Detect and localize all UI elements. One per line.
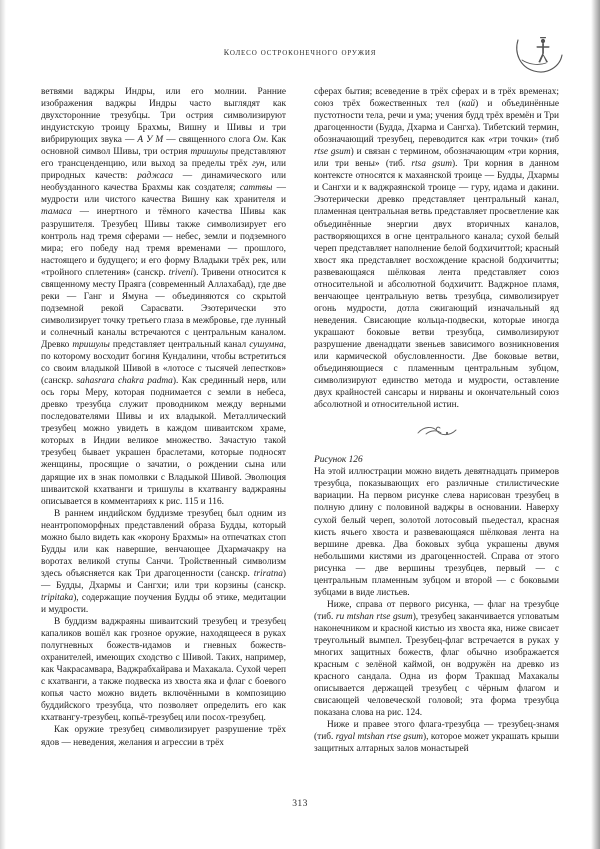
body-paragraph (41, 616, 286, 724)
text-run: — динамического или необузданного качества Брахмы как создателя; (41, 171, 286, 194)
right-column-paragraphs (314, 86, 559, 411)
text-run: ), которое может украшать крыши защитных алтарных залов монастырей (314, 732, 560, 755)
body-paragraph (314, 466, 559, 599)
text-run: ). Три корния в данном контексте относятся к махаянской троице — Будды, Дхармы и Сангхи и к ваджраянской троице — гуру, идама и дакини. Эзотерически древко представляет центральный канал, пламенная центральная ветвь представляет просветление как объединённые энергии двух вторичных каналов, растворяющихся в огне центрального канала; сухой белый череп представляет наполнение белой бодхичиттой; красный хвост яка представляет восхождение красной бодхичитты; развевающаяся шёлковая лента представляет союз относительной и абсолютной бодхичитт. Ваджрное пламя, венчающее центральную ветвь трезубца, символизирует огонь мудрости, дотла сжигающий изначальный яд неведения. Свисающие кольца-подвески, которые иногда украшают боковые ветви трезубца, символизируют разрушение двенадцати звеньев зависимого возникновения или кармической обусловленности. Две боковые ветви, объединяющиеся с пламенным центральным зубцом, символизируют единство метода и мудрости, оставление двух крайностей сансары и нирваны и окончательный союз абсолютной и относительной истин. (314, 159, 559, 411)
italic-term: А У М (137, 135, 164, 146)
italic-term: Ом (253, 135, 266, 146)
text-run: ) и связан с термином, обозначающим «три корния, или три вены» (тиб. (314, 147, 559, 170)
body-paragraph (41, 86, 286, 508)
body-paragraph (314, 599, 559, 719)
text-run: ) — Будды, Дхармы и Сангхи; или три корзины (санскр. (41, 568, 286, 591)
floral-ornament-divider-icon (414, 424, 460, 439)
italic-term: rtsa gsum (411, 159, 452, 170)
italic-term: саттвы (239, 183, 273, 194)
body-paragraph (314, 86, 559, 411)
text-run: — инертного и тёмного качества Шивы как разрушителя. Трезубец Шивы также символизирует его контроль над тремя сферами — небес, земли и подземного мира; его победу над тремя временами — прошлого, настоящего и будущего; и его форму Владыки трёх рек, или «тройного сплетения» (санскр. (41, 207, 286, 278)
text-run: ). Как срединный нерв, или ось горы Меру, которая поднимается с земли в небеса, древко трезубца служит проводником между верными последователями Шивы и их владыкой. Металлический трезубец можно увидеть в каждом шиваитском храме, которых в Индии великое множество. Зачастую такой трезубец бывает украшен браслетами, которые подносят женщины, просящие о зачатии, о рождении сына или дарящие их в знак помолвки с Владыкой Шивой. Эволюция шиваитской кхатванги и тришулы в кхатвангу ваджраяны описывается в комментариях к рис. 115 и 116. (41, 376, 286, 507)
figure-caption-paragraphs (314, 466, 559, 755)
text-run: — священного слога (163, 135, 254, 146)
right-column (314, 86, 559, 755)
italic-term: тамаса (41, 207, 72, 218)
text-run: Как оружие трезубец символизирует разрушение трёх ядов — неведения, желания и агрессии в трёх (41, 725, 286, 748)
italic-term: triveni (168, 267, 194, 278)
italic-term: sahasrara chakra padma (76, 376, 173, 387)
text-run: Ниже, справа от первого рисунка, — флаг на трезубце (тиб. (314, 599, 559, 622)
body-paragraph (41, 508, 286, 616)
italic-term: тришулы (72, 339, 110, 350)
italic-term: кай (461, 99, 476, 110)
italic-term: ru mtshan rtse gsum (335, 611, 413, 622)
text-run: В буддизм ваджраяны шиваитский трезубец и трезубец капаликов вошёл как грозное оружие, находящееся в руках полугневных божеств-идамов и гневных божеств-охранителей, имеющих сходство с Шивой. Таких, например, как Чакрасамвара, Ваджрабхайрава и Махакала. Сухой череп с кхатванги, а также подвеска из хвоста яка и флаг с боевого копья часто можно видеть включёнными в композицию буддийского трезубца, что позволяет определить его как кхатвангу-трезубец, копьё-трезубец или посох-трезубец. (41, 617, 286, 724)
text-run: . Как основной символ Шивы, три острия (41, 135, 287, 158)
text-run: , по которому восходит богиня Кундалини, чтобы встретиться со своим владыкой Шивой в «лотосе с тысячей лепестков» (санскр. (41, 339, 286, 387)
scan-edge-left (0, 0, 6, 849)
body-paragraph (314, 719, 559, 755)
text-run: ) и объединённые пустотности тела, речи и ума; учения будд трёх времён и Три драгоценности (Будда, Дхарма и Сангха). Тибетский термин, обозначающий трезубец, переводится как «три точки» (тиб (314, 99, 559, 146)
italic-term: tripitaka (41, 592, 74, 603)
text-run: Ниже и правее этого флага-трезубца — трезубец-знамя (тиб. (314, 720, 559, 743)
text-run: представляет центральный канал (109, 339, 250, 350)
page-number: 313 (292, 798, 308, 809)
figure-caption-label: Рисунок 126 (314, 455, 363, 466)
text-run: — мудрости или чистого качества Вишну как хранителя и (41, 183, 286, 206)
text-run: , или природных качеств: (41, 159, 286, 182)
text-run: ). Тривени относится к священному месту Праяга (современный Аллахабад), где две реки — Ганг и Ямуна — объединяются со скрытой подземной рекой Сарасвати. Эзотерически это символизирует точку третьего глаза в межбровье, где лунный и солнечный каналы встречаются с центральным каналом. Древко (41, 267, 286, 350)
italic-term: triratna (253, 568, 283, 579)
text-run: сферах бытия; всеведение в трёх сферах и в трёх временах; союз трёх божественных тел ( (314, 87, 559, 110)
text-run: В раннем индийском буддизме трезубец был одним из неантропоморфных представлений образа Будды, который можно было видеть как «корону Брахмы» на отпечатках стоп Будды или как навершие, венчающее Дхармачакру на воротах великой ступы Санчи. Тройственный символизм здесь объясняется как Три драгоценности (санскр. (41, 508, 286, 579)
left-column-paragraphs (41, 86, 286, 749)
crescent-figure-vignette-icon (512, 33, 566, 77)
text-run: ), трезубец заканчивается угловатым наконечником и красной кистью из хвоста яка, ниже свисает треугольный вымпел. Трезубец-флаг встречается в руках у многих защитных божеств, флаг обычно изображается красным с зелёной каймой, он водружён на древко из красного сандала. Одна из форм Тракшад Махакалы описывается держащей трезубец с чёрным флагом и свисающей человеческой головой; эта форма трезубца показана слова на рис. 124. (314, 611, 559, 719)
text-run: ), содержащие поучения Будды об этике, медитации и мудрости. (41, 592, 286, 616)
text-run: ветвями ваджры Индры, или его молнии. Ранние изображения ваджры Индры часто выглядят как двухсторонние трезубцы. Три острия символизируют индуистскую троицу Брахмы, Вишну и Шивы и три вибрирующих звука — (41, 87, 286, 146)
text-run: На этой иллюстрации можно видеть девятнадцать примеров трезубца, показывающих его различные стилистические вариации. На первом рисунке слева нарисован трезубец в полную длину с половиной ваджры в основании. Наверху сухой белый череп, золотой лотосовый пьедестал, красная кисть ячьего хвоста и развевающаяся шёлковая лента на вершине древка. Два боковых зубца украшены двумя небольшими кистями из драгоценностей. Справа от этого рисунка — две вершины трезубцев, первый — с центральным пламенным зубцом и второй — с боковыми зубцами в виде листьев. (314, 467, 559, 598)
italic-term: сушумна (249, 339, 284, 350)
italic-term: тришулы (190, 147, 228, 158)
text-run: представляют его трансценденцию, или выход за пределы трёх (41, 147, 287, 170)
italic-term: rtse gsum (314, 147, 351, 158)
scan-edge-right (591, 0, 600, 849)
left-column (41, 86, 286, 755)
two-column-body (41, 86, 559, 755)
italic-term: раджаса (137, 171, 174, 182)
italic-term: rgyal mtshan rtse gsum (335, 732, 424, 743)
body-paragraph (41, 724, 286, 748)
running-head: колесо остроконечного оружия (223, 46, 377, 58)
italic-term: гун (252, 159, 265, 170)
